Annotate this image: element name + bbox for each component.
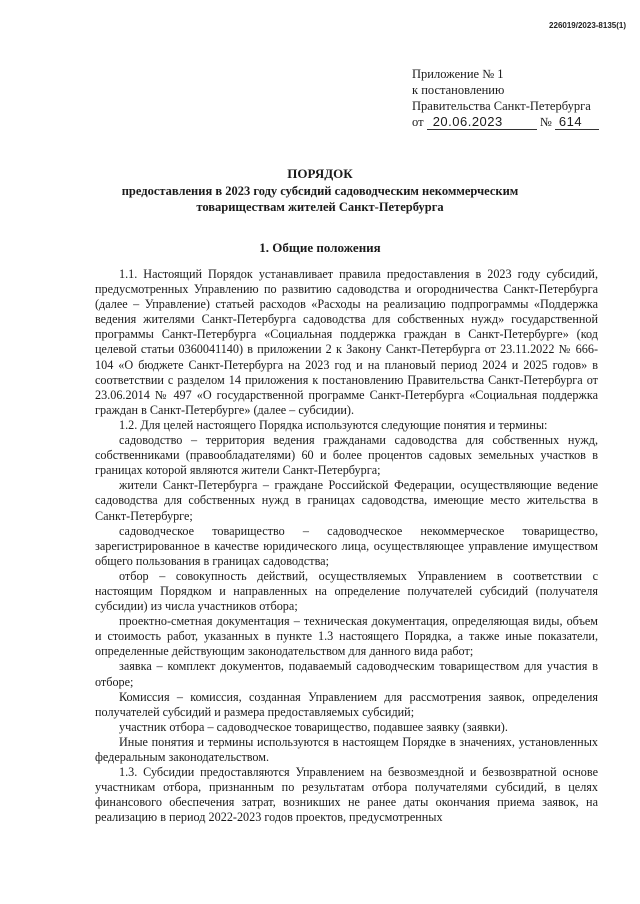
document-title: [80, 166, 560, 215]
definition-commission: Комиссия – комиссия, созданная Управлением для рассмотрения заявок, определения получателей субсидий и размера предоставляемых субсидий;: [95, 689, 598, 719]
definition-residents: жители Санкт-Петербурга – граждане Российской Федерации, осуществляющие ведение садоводства для собственных нужд в границах садоводства, имеющие место жительства в Санкт-Петербурге;: [95, 478, 598, 523]
number-prefix: №: [539, 115, 552, 129]
paragraph-1-3: 1.3. Субсидии предоставляются Управлением на безвозмездной и безвозвратной основе участникам отбора, признанным по результатам отбора получателями субсидий, в целях финансового обеспечения затрат, возникших не ранее даты окончания приема заявок, на реализацию в период 2022-2023 годов проектов, предусмотренных: [95, 765, 598, 825]
appendix-line-2: к постановлению: [412, 83, 505, 97]
paragraph-1-1: 1.1. Настоящий Порядок устанавливает правила предоставления в 2023 году субсидий, предусмотренных Управлению по развитию садоводства и огородничества Санкт-Петербурга (далее – Управление) статьей расходов «Расходы на реализацию подпрограммы «Поддержка ведения жителями Санкт-Петербурга садоводства для собственных нужд» государственной программы Санкт-Петербурга «Социальная поддержка граждан в Санкт-Петербурге» (код целевой статьи 0360041140) в приложении 2 к Закону Санкт-Петербурга от 23.11.2022 № 666-104 «О бюджете Санкт-Петербурга на 2023 год и на плановый период 2024 и 2025 годов» в соответствии с разделом 14 приложения к постановлению Правительства Санкт-Петербурга от 23.06.2014 № 497 «О государственной программе Санкт-Петербурга «Социальная поддержка граждан в Санкт-Петербурге» (далее – субсидии).: [95, 267, 598, 417]
appendix-line-3: Правительства Санкт-Петербурга: [412, 99, 591, 113]
document-body: [95, 267, 598, 825]
paragraph-1-2: 1.2. Для целей настоящего Порядка используются следующие понятия и термины:: [119, 417, 548, 432]
date-prefix: от: [412, 115, 424, 129]
definition-design-docs: проектно-сметная документация – техническая документация, определяющая виды, объем и стоимость работ, указанных в пункте 1.3 настоящего Порядка, а также иные показатели, определенные действующим законодательством для данного вида работ;: [95, 614, 598, 659]
appendix-date-row: [412, 114, 632, 130]
appendix-block: [412, 66, 632, 130]
decree-number: 614: [555, 115, 599, 130]
document-number: 226019/2023-8135(1): [549, 21, 626, 30]
definition-gardening: садоводство – территория ведения гражданами садоводства для собственных нужд, собственниками (правообладателями) 60 и более процентов садовых земельных участков в границах которой являются жители Санкт-Петербурга;: [95, 433, 598, 478]
definition-partnership: садоводческое товарищество – садоводческое некоммерческое товарищество, зарегистрированное в качестве юридического лица, осуществляющее управление имуществом общего пользования в границах садоводства;: [95, 523, 598, 568]
appendix-line-1: Приложение № 1: [412, 67, 504, 81]
decree-date: 20.06.2023: [427, 115, 537, 130]
paragraph-other-terms: Иные понятия и термины используются в настоящем Порядке в значениях, установленных федеральным законодательством.: [95, 734, 598, 764]
title-subheading: предоставления в 2023 году субсидий садоводческим некоммерческим товариществам жителей Санкт-Петербурга: [121, 184, 519, 214]
section-heading: 1. Общие положения: [259, 240, 381, 255]
definition-participant: участник отбора – садоводческое товарищество, подавшее заявку (заявки).: [119, 719, 508, 734]
title-heading: ПОРЯДОК: [287, 166, 353, 181]
definition-selection: отбор – совокупность действий, осуществляемых Управлением в соответствии с настоящим Порядком и направленных на определение получателей субсидий (получателя субсидии) из числа участников отбора;: [95, 568, 598, 614]
definition-application: заявка – комплект документов, подаваемый садоводческим товариществом для участия в отборе;: [95, 659, 598, 689]
